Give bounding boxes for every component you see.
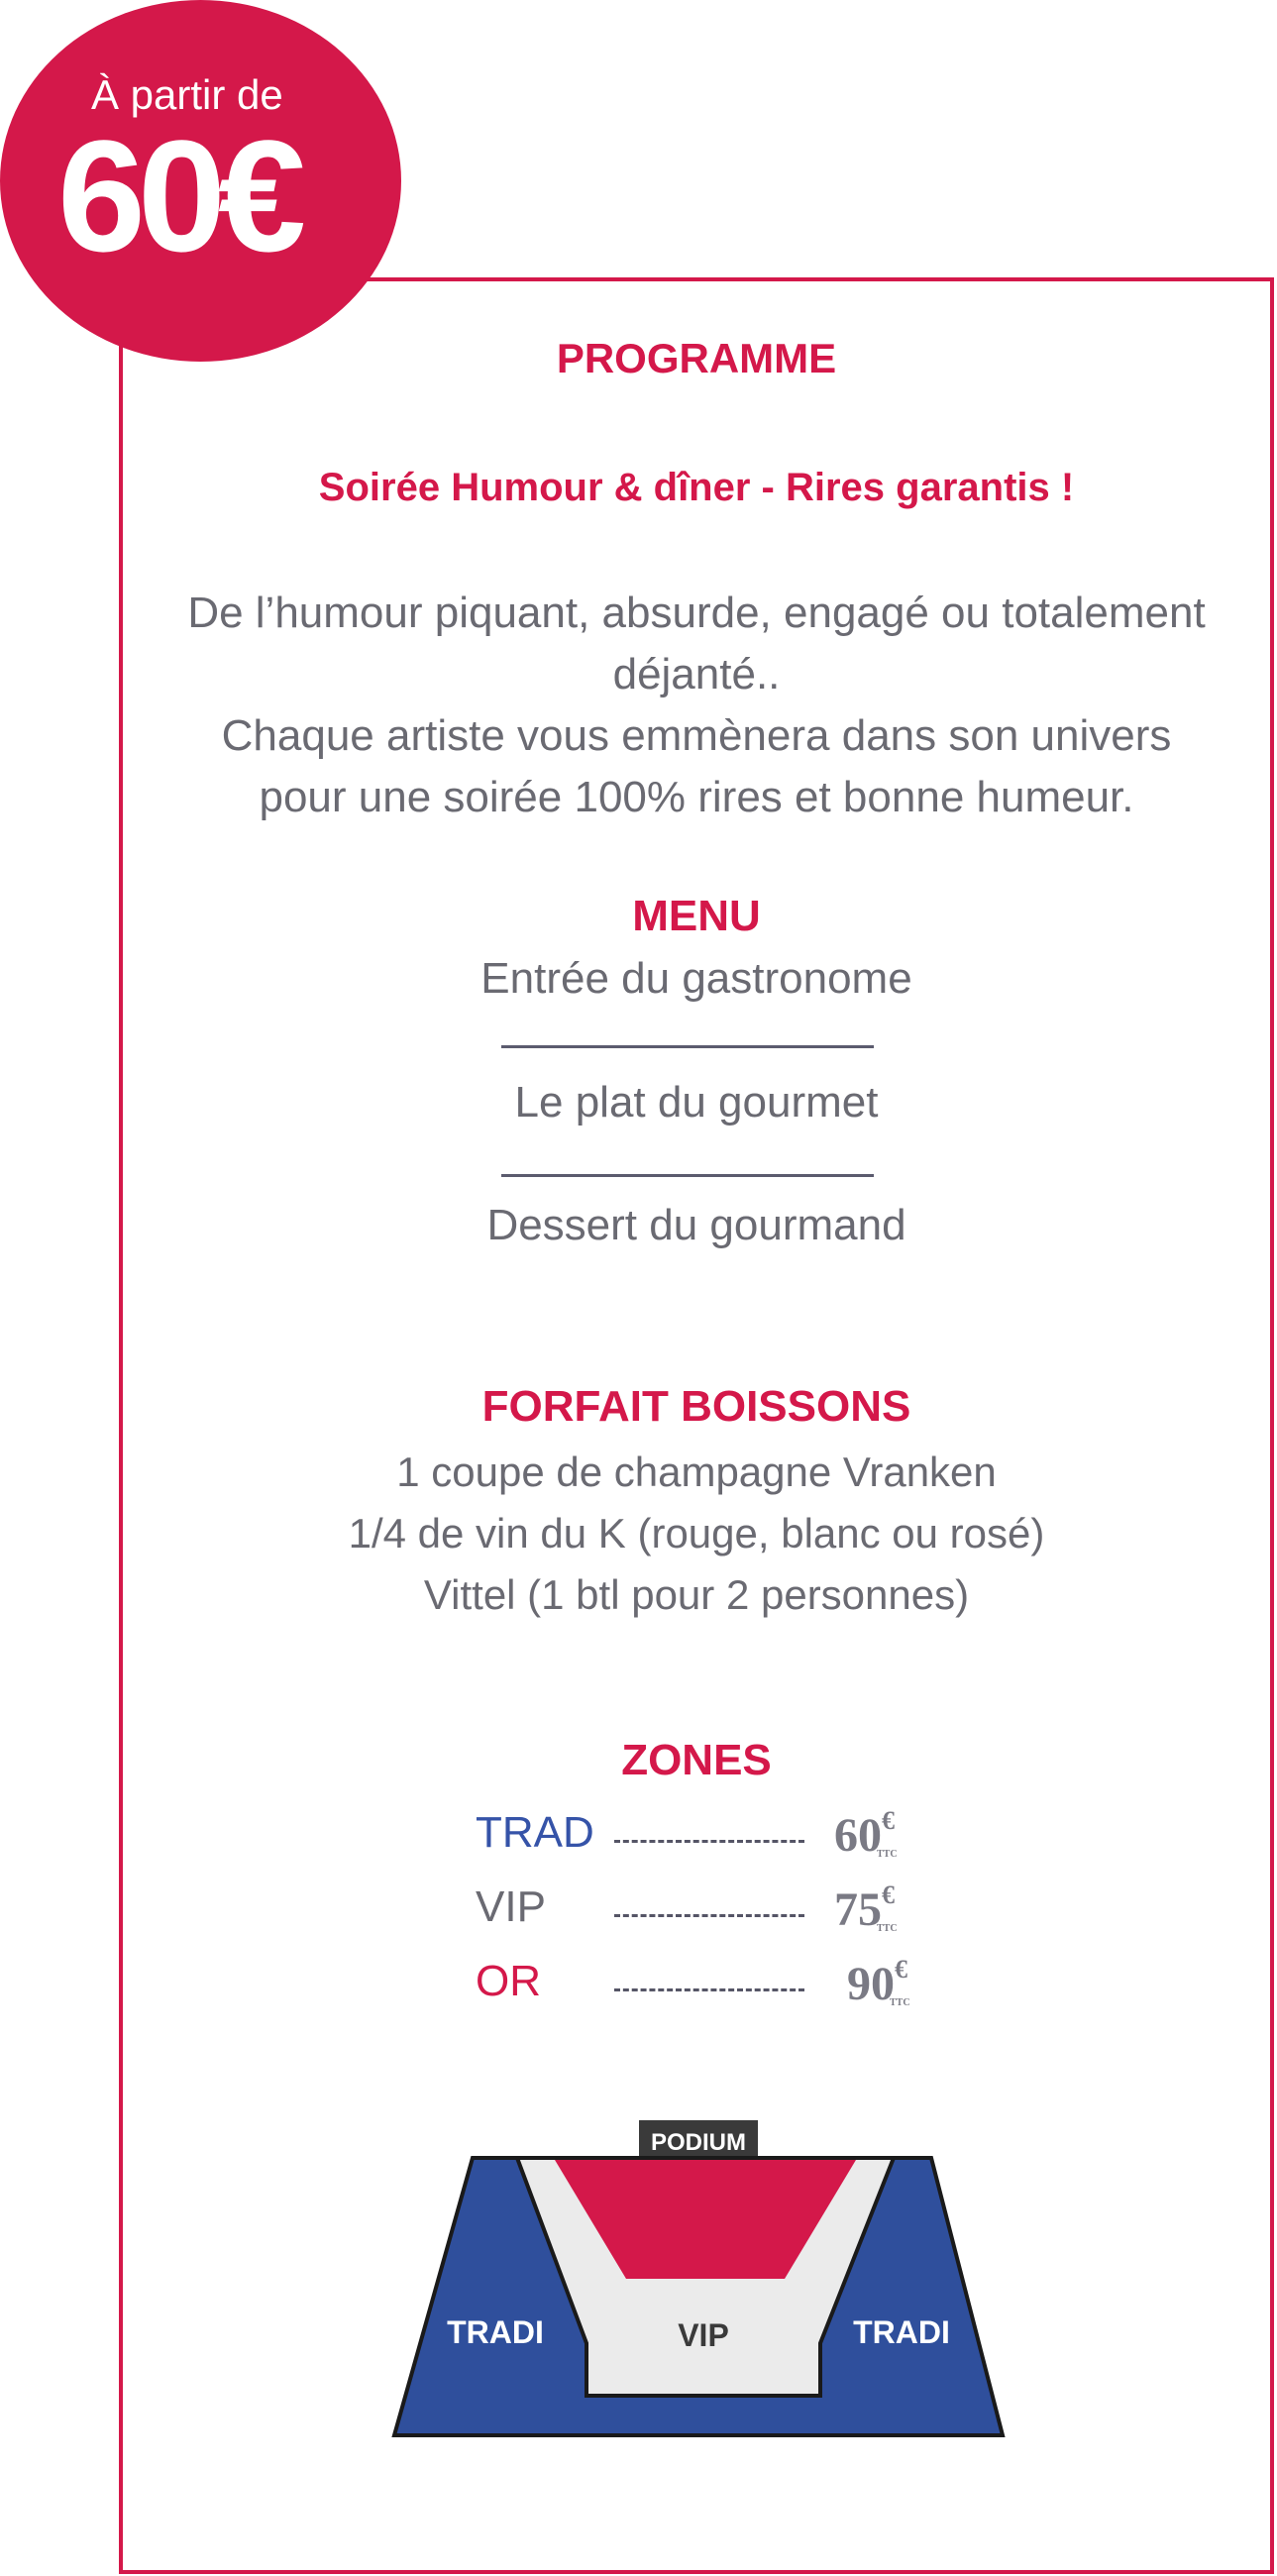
zone-row-or [466,1957,961,2016]
intro-line: De l’humour piquant, absurde, engagé ou totalement déjanté.. [187,589,1206,698]
zone-price: 75€TTC [834,1880,898,1936]
menu-item-plat: Le plat du gourmet [514,1078,879,1127]
zone-name: VIP [476,1882,546,1931]
zone-name: OR [476,1957,541,2005]
boisson-item: 1 coupe de champagne Vranken [396,1449,997,1495]
intro-line: Chaque artiste vous emmènera dans son univers [221,711,1172,760]
intro-line: pour une soirée 100% rires et bonne humeur. [259,773,1134,821]
boisson-item: 1/4 de vin du K (rouge, blanc ou rosé) [348,1510,1045,1556]
price-badge [0,0,401,362]
menu-item-entree: Entrée du gastronome [480,954,912,1003]
podium-label: PODIUM [651,2129,746,2156]
programme-intro [119,583,1274,828]
zone-leader [614,1914,804,1917]
zone-price: 90€TTC [847,1955,910,2010]
vip-label: VIP [678,2317,729,2353]
zone-leader [614,1840,804,1843]
badge-price: 60€ [57,107,298,284]
boissons-title: FORFAIT BOISSONS [481,1382,911,1431]
programme-subtitle: Soirée Humour & dîner - Rires garantis ! [318,466,1075,509]
boisson-item: Vittel (1 btl pour 2 personnes) [423,1571,970,1618]
menu-divider [501,1045,874,1048]
boissons-list [119,1442,1274,1626]
zone-row-trad [466,1808,961,1868]
badge-prefix: À partir de [91,71,283,118]
menu-title: MENU [632,892,761,940]
programme-title: PROGRAMME [556,335,837,381]
tradi-left-label: TRADI [447,2314,544,2350]
zones-title: ZONES [621,1736,772,1784]
zone-row-vip [466,1882,961,1942]
menu-item-dessert: Dessert du gourmand [486,1201,906,1249]
zone-name: TRAD [476,1808,594,1857]
menu-divider [501,1174,874,1177]
zone-price: 60€TTC [834,1806,898,1862]
seating-map [376,2110,1011,2447]
tradi-right-label: TRADI [853,2314,950,2350]
zone-leader [614,1988,804,1991]
